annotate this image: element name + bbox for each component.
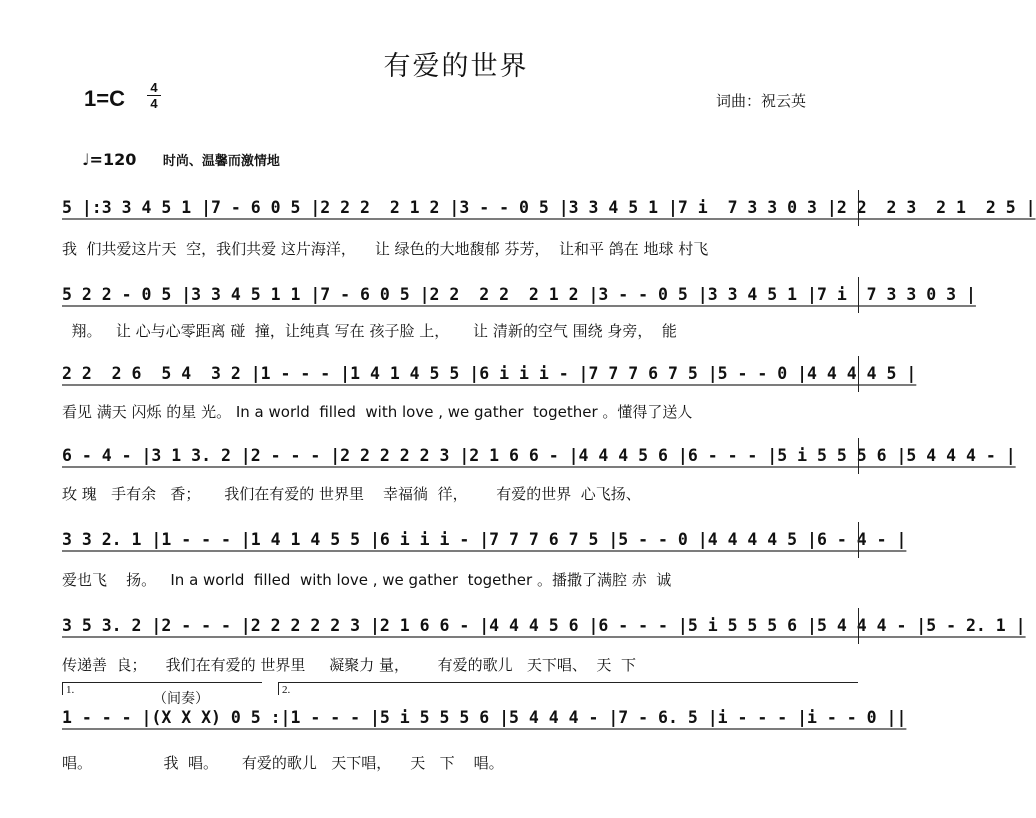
lyric-line-2: 翔。 让 心与心零距离 碰 撞，让纯真 写在 孩子脸 上， 让 清新的空气 围绕 身旁， 能: [62, 322, 677, 340]
lyric-line-5: 爱也飞 扬。 In a world filled with love , we gather together 。播撒了满腔 赤 诚: [62, 571, 672, 589]
notation-line-6: 3 5 3. 2 |2 - - - |2 2 2 2 2 3 |2 1 6 6 - |4 4 4 5 6 |6 - - - |5 i 5 5 5 6 |5 4 4 4 - |5 - 2. 1 |: [62, 616, 1026, 635]
tempo-marking: [82, 150, 280, 169]
lyric-line-6: 传递善 良； 我们在有爱的 世界里 凝聚力 量， 有爱的歌儿 天下唱、 天 下: [62, 656, 636, 674]
key-signature: 1=C: [84, 86, 125, 111]
interlude-label: （间奏）: [153, 691, 209, 707]
system-end-barline: [858, 522, 859, 558]
system-end-barline: [858, 438, 859, 474]
time-signature: [146, 80, 162, 111]
notation-line-1: 5 |:3 3 4 5 1 |7 - 6 0 5 |2 2 2 2 1 2 |3 - - 0 5 |3 3 4 5 1 |7 i 7 3 3 0 3 |2 2 2 3 2 1 2 5 |: [62, 198, 1036, 217]
system-end-barline: [858, 356, 859, 392]
song-title: 有爱的世界: [383, 51, 529, 82]
time-signature-top: 4: [150, 80, 158, 95]
system-end-barline: [858, 277, 859, 313]
system-end-barline: [858, 608, 859, 644]
time-signature-bottom: 4: [150, 96, 158, 111]
notation-line-4: 6 - 4 - |3 1 3. 2 |2 - - - |2 2 2 2 2 3 |2 1 6 6 - |4 4 4 5 6 |6 - - - |5 i 5 5 5 6 |5 4 4 4 - |: [62, 446, 1016, 465]
tempo-mark: ♩=120: [82, 150, 137, 169]
lyricist-composer-credit: 词曲：祝云英: [716, 92, 807, 110]
notation-line-3: 2 2 2 6 5 4 3 2 |1 - - - |1 4 1 4 5 5 |6 i i i - |7 7 7 6 7 5 |5 - - 0 |4 4 4 4 5 |: [62, 364, 917, 383]
lyric-line-4: 玫 瑰 手有余 香； 我们在有爱的 世界里 幸福徜 徉， 有爱的世界 心飞扬、: [62, 485, 641, 503]
lyric-line-7: 唱。 我 唱。 有爱的歌儿 天下唱， 天 下 唱。: [62, 754, 504, 772]
expression-marking: 时尚、温馨而激情地: [162, 154, 280, 169]
second-ending-bracket: 2.: [278, 682, 858, 695]
notation-line-7: 1 - - - |(X X X) 0 5 :|1 - - - |5 i 5 5 5 6 |5 4 4 4 - |7 - 6. 5 |i - - - |i - - 0 ||: [62, 708, 907, 727]
system-end-barline: [858, 190, 859, 226]
lyric-line-3: 看见 满天 闪烁 的星 光。 In a world filled with love , we gather together 。懂得了送人: [62, 403, 693, 421]
first-ending-bracket: 1.: [62, 682, 262, 695]
notation-line-2: 5 2 2 - 0 5 |3 3 4 5 1 1 |7 - 6 0 5 |2 2 2 2 2 1 2 |3 - - 0 5 |3 3 4 5 1 |7 i 7 3 3 0 3 |: [62, 285, 976, 304]
notation-line-5: 3 3 2. 1 |1 - - - |1 4 1 4 5 5 |6 i i i - |7 7 7 6 7 5 |5 - - 0 |4 4 4 4 5 |6 - 4 - |: [62, 530, 907, 549]
lyric-line-1: 我 们共爱这片天 空，我们共爱 这片海洋， 让 绿色的大地馥郁 芬芳， 让和平 鸽在 地球 村飞: [62, 240, 709, 258]
